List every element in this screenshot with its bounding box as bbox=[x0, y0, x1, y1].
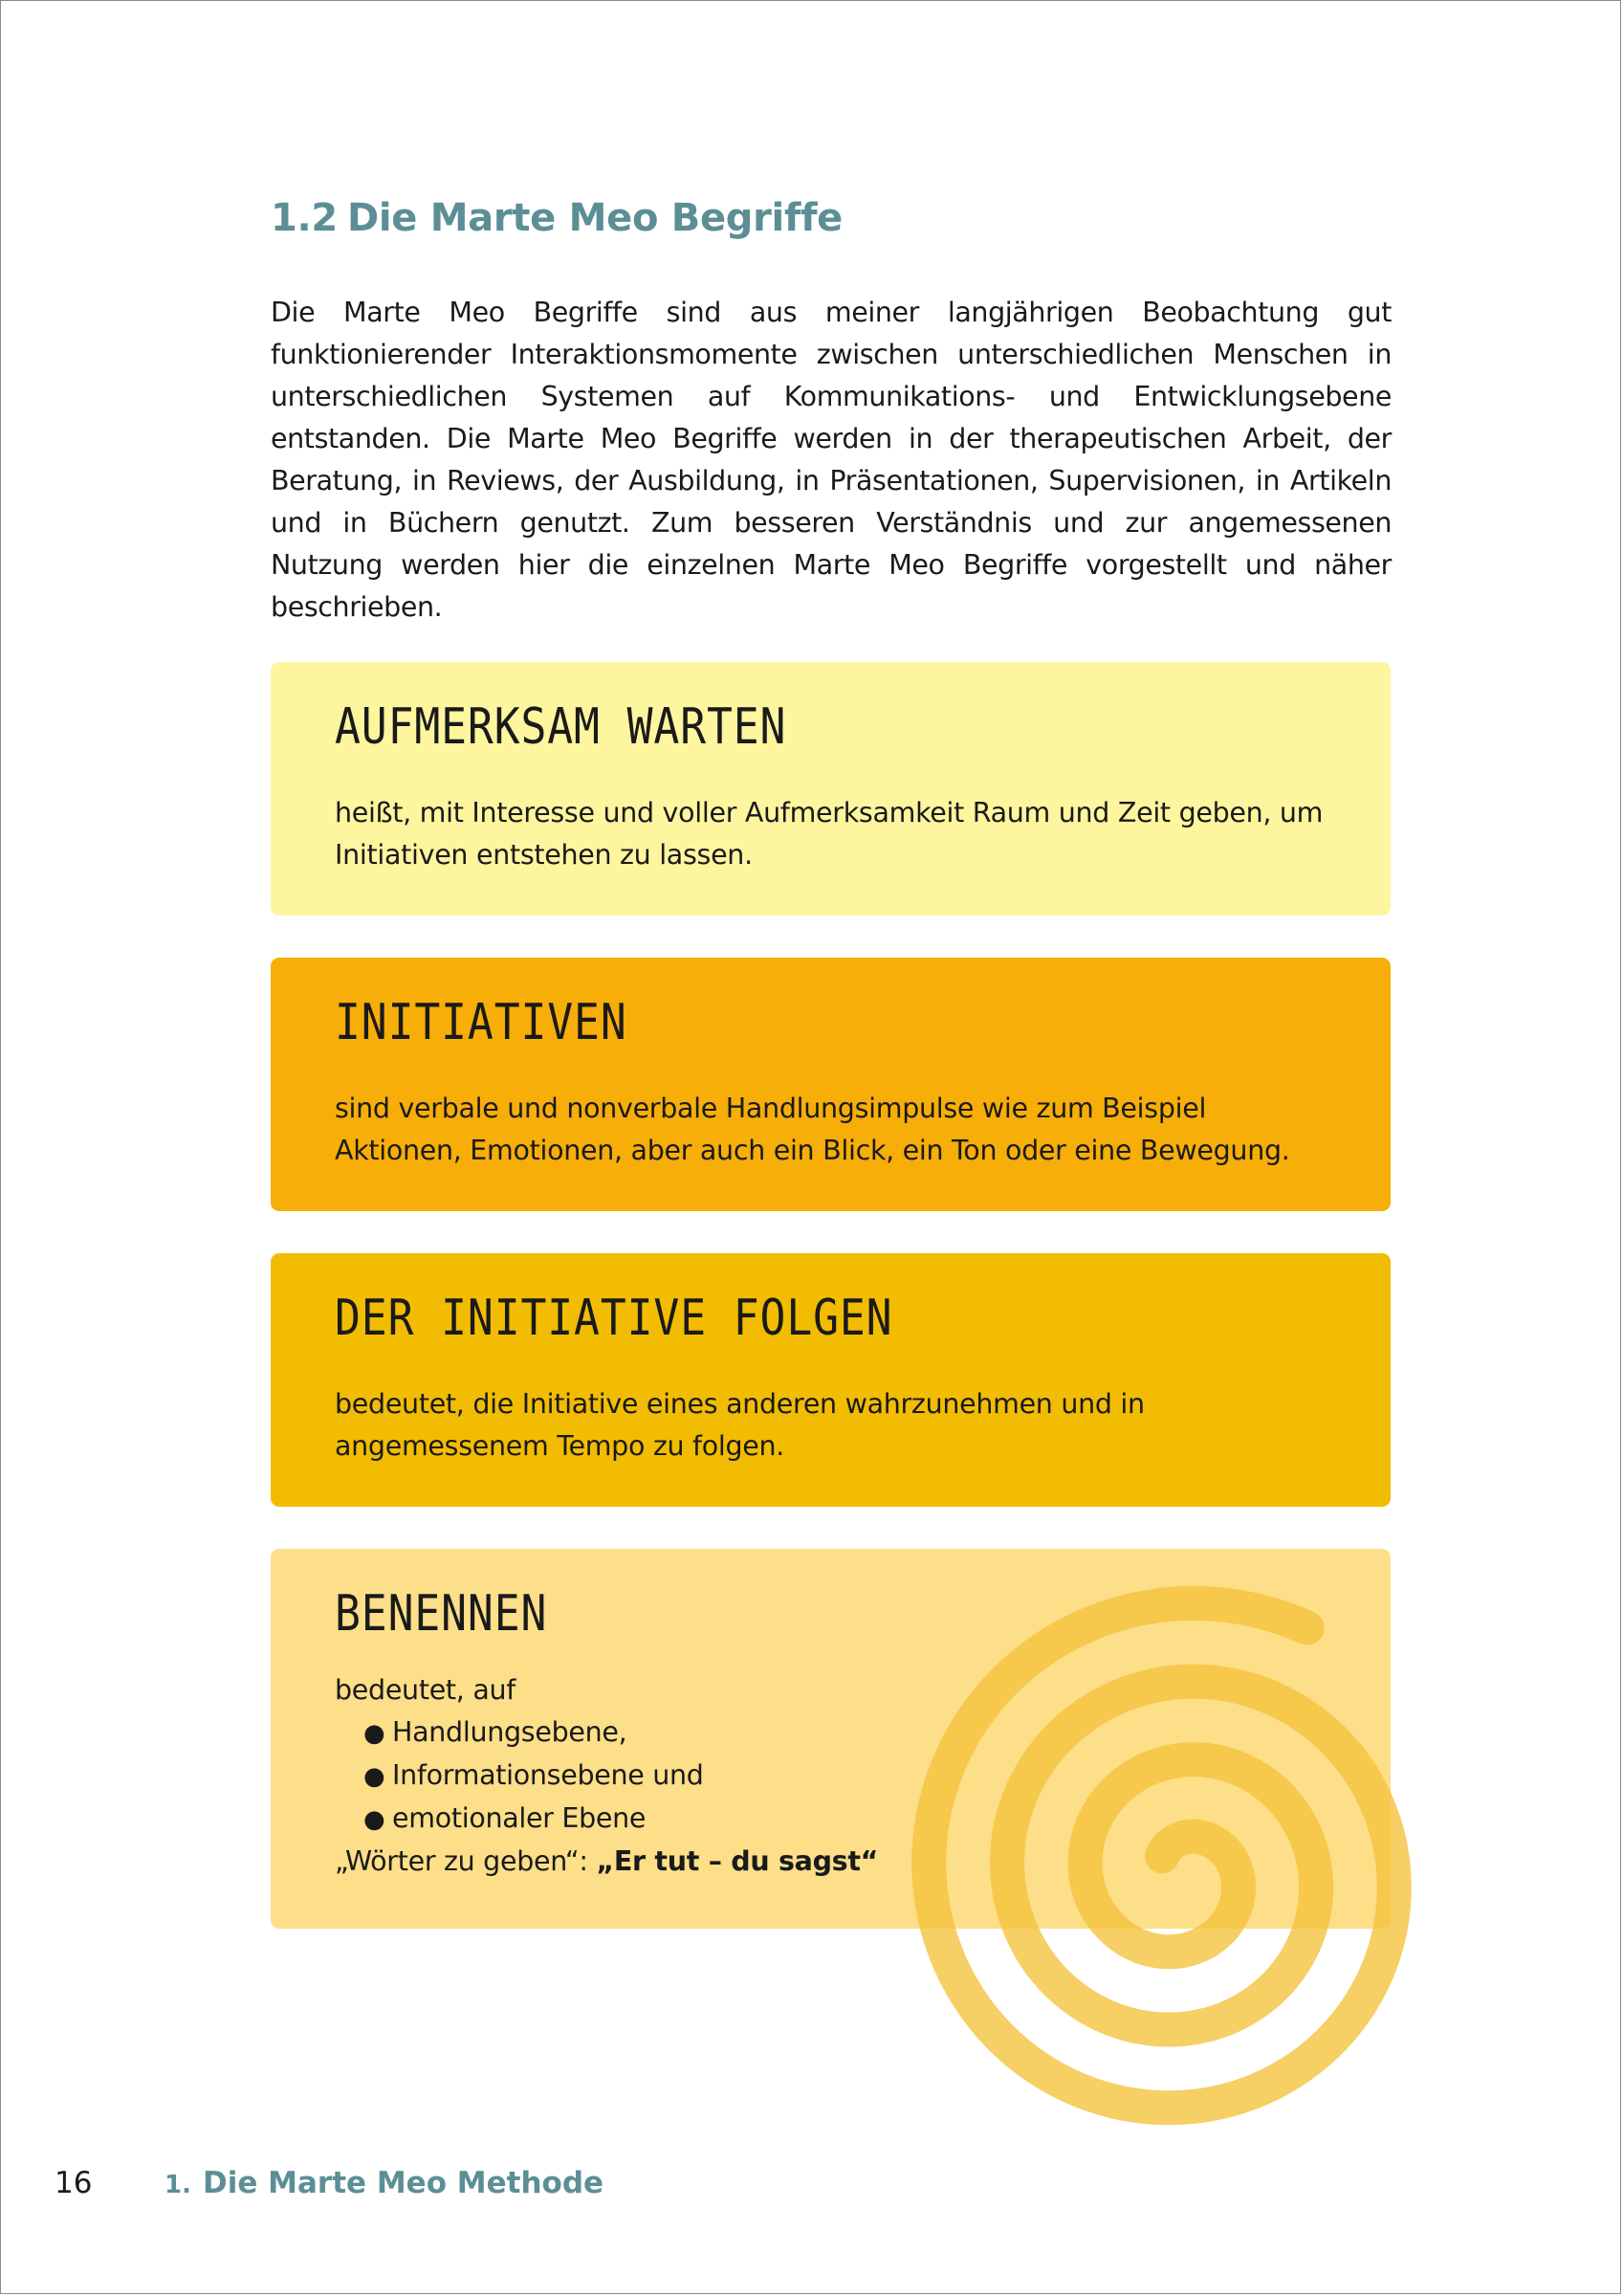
term-closing bbox=[335, 1841, 1327, 1883]
bullet-icon: ● bbox=[363, 1719, 385, 1748]
term-title: DER INITIATIVE FOLGEN bbox=[335, 1290, 893, 1347]
list-item-text: Handlungsebene, bbox=[392, 1716, 627, 1748]
term-definition: heißt, mit Interesse und voller Aufmerksamkeit Raum und Zeit geben, um Initiativen entstehen zu lassen. bbox=[335, 797, 1324, 871]
intro-paragraph: Die Marte Meo Begriffe sind aus meiner langjährigen Beobachtung gut funktionierender Interaktionsmomente zwischen unterschiedlichen Menschen in unterschiedlichen Systemen auf Kommunikations- und Entwicklungsebene entstanden. Die Marte Meo Begriffe werden in der therapeutischen Arbeit, der Beratung, in Reviews, der Ausbildung, in Präsentationen, Supervisionen, in Artikeln und in Büchern genutzt. Zum besseren Verständnis und zur angemessenen Nutzung werden hier die einzelnen Marte Meo Begriffe vorgestellt und näher beschrieben. bbox=[271, 297, 1392, 623]
list-item bbox=[363, 1755, 1327, 1798]
term-card-aufmerksam-warten bbox=[271, 662, 1391, 916]
list-item bbox=[363, 1711, 1327, 1755]
list-item bbox=[363, 1798, 1327, 1841]
closing-bold: „Er tut – du sagst“ bbox=[596, 1845, 879, 1877]
list-item-text: emotionaler Ebene bbox=[392, 1802, 647, 1834]
term-bullet-list bbox=[335, 1711, 1327, 1841]
term-definition: sind verbale und nonverbale Handlungsimpulse wie zum Beispiel Aktionen, Emotionen, aber auch ein Blick, ein Ton oder eine Bewegung. bbox=[335, 1093, 1290, 1166]
term-definition: bedeutet, auf bbox=[335, 1674, 515, 1706]
term-definition: bedeutet, die Initiative eines anderen wahrzunehmen und in angemessenem Tempo zu folgen. bbox=[335, 1388, 1145, 1462]
term-card-initiativen bbox=[271, 958, 1391, 1211]
term-title: INITIATIVEN bbox=[335, 994, 627, 1051]
term-card-benennen bbox=[271, 1549, 1391, 1929]
bullet-icon: ● bbox=[363, 1805, 385, 1834]
page-number: 16 bbox=[55, 2166, 93, 2200]
section-title bbox=[271, 196, 843, 240]
section-title-text: Die Marte Meo Begriffe bbox=[346, 196, 843, 240]
chapter-title: Die Marte Meo Methode bbox=[202, 2166, 604, 2200]
running-footer-chapter bbox=[164, 2166, 603, 2200]
bullet-icon: ● bbox=[363, 1762, 385, 1791]
list-item-text: Informationsebene und bbox=[392, 1759, 704, 1791]
closing-plain: „Wörter zu geben“: bbox=[335, 1845, 597, 1877]
term-title: AUFMERKSAM WARTEN bbox=[335, 698, 787, 756]
section-number: 1.2 bbox=[271, 196, 338, 240]
term-card-der-initiative-folgen bbox=[271, 1253, 1391, 1507]
chapter-number: 1. bbox=[164, 2171, 191, 2199]
term-title: BENENNEN bbox=[335, 1585, 548, 1643]
